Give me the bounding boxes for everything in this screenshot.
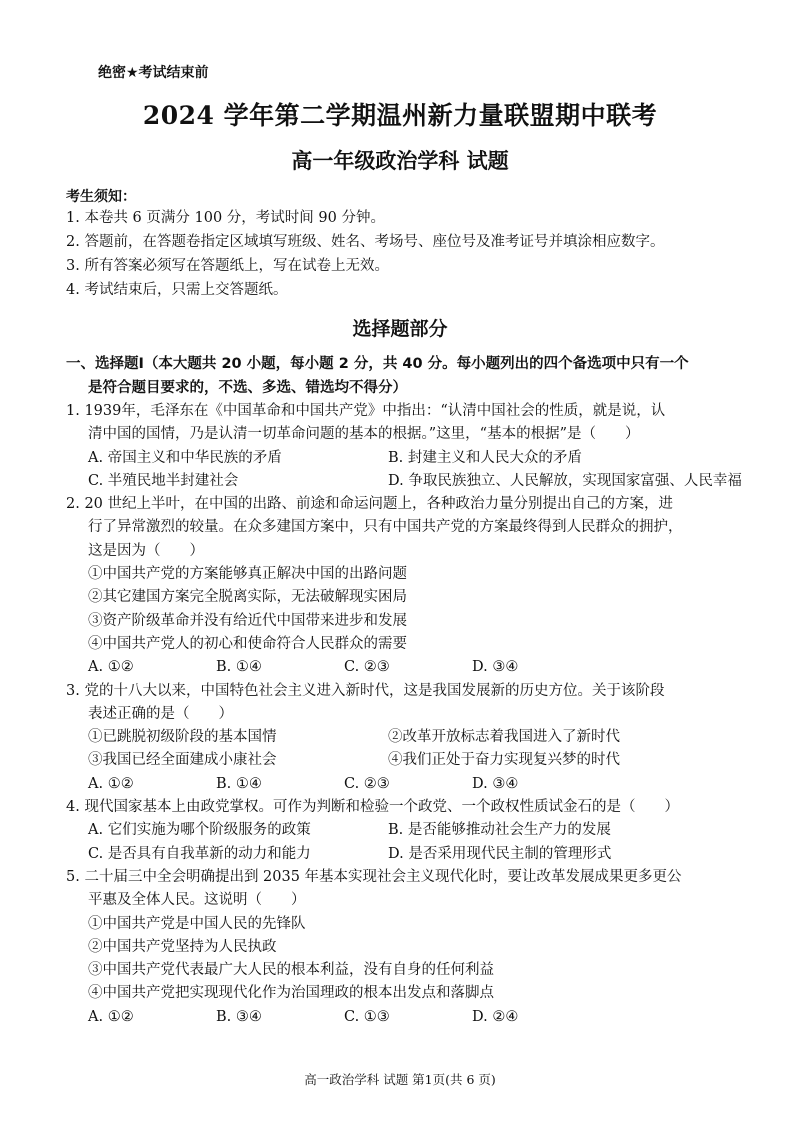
page-title: 2024 学年第二学期温州新力量联盟期中联考: [142, 101, 658, 130]
notice-item: 4. 考试结束后，只需上交答题纸。: [66, 282, 288, 298]
option-d: D. 争取民族独立、人民解放，实现国家富强、人民幸福: [388, 472, 742, 489]
option-row: [66, 773, 766, 796]
option-row: [66, 447, 766, 470]
option-b: B. ①④: [216, 775, 262, 792]
part-instructions: [66, 352, 756, 400]
statement: ③资产阶级革命并没有给近代中国带来进步和发展: [88, 612, 407, 629]
question-stem: 行了异常激烈的较量。在众多建国方案中，只有中国共产党的方案最终得到人民群众的拥护，: [88, 519, 683, 536]
statement: ④我们正处于奋力实现复兴梦的时代: [388, 752, 620, 769]
question-stem: 清中国的国情，乃是认清一切革命问题的基本的根据。”这里，“基本的根据”是（ ）: [88, 426, 640, 443]
option-c: C. ②③: [344, 775, 390, 792]
statement: ④中国共产党人的初心和使命符合人民群众的需要: [88, 635, 407, 652]
option-row: [66, 470, 766, 493]
question-stem: 平惠及全体人民。这说明（ ）: [88, 892, 306, 909]
option-a: A. 它们实施为哪个阶级服务的政策: [88, 822, 311, 839]
option-b: B. 是否能够推动社会生产力的发展: [388, 822, 611, 839]
page-subtitle: 高一年级政治学科 试题: [291, 148, 509, 173]
question-stem: 5. 二十届三中全会明确提出到 2035 年基本实现社会主义现代化时，要让改革发展成果更多更公: [66, 868, 682, 885]
option-d: D. ③④: [472, 659, 519, 676]
statement-row: [66, 749, 766, 772]
statement: ②改革开放标志着我国进入了新时代: [388, 729, 620, 746]
option-d: D. 是否采用现代民主制的管理形式: [388, 845, 612, 862]
option-c: C. 是否具有自我革新的动力和能力: [88, 845, 311, 862]
statement: ③我国已经全面建成小康社会: [88, 752, 277, 769]
option-row: [66, 656, 766, 679]
question-stem: 1. 1939年，毛泽东在《中国革命和中国共产党》中指出：“认清中国社会的性质，就是说，认: [66, 403, 666, 419]
option-b: B. 封建主义和人民大众的矛盾: [388, 449, 582, 466]
option-a: A. 帝国主义和中华民族的矛盾: [88, 449, 282, 466]
notice-title: 考生须知：: [66, 189, 136, 205]
confidential-label: 绝密★考试结束前: [98, 65, 209, 81]
statement: ②中国共产党坚持为人民执政: [88, 938, 277, 955]
notice-item: 3. 所有答案必须写在答题纸上，写在试卷上无效。: [66, 258, 389, 274]
statement: ③中国共产党代表最广大人民的根本利益，没有自身的任何利益: [88, 962, 494, 979]
statement: ①已跳脱初级阶段的基本国情: [88, 729, 277, 746]
question-stem: 2. 20 世纪上半叶，在中国的出路、前途和命运问题上，各种政治力量分别提出自己的方案，进: [66, 496, 673, 513]
option-a: A. ①②: [88, 1008, 134, 1025]
question-list: [66, 400, 766, 1029]
notice-item: 1. 本卷共 6 页满分 100 分，考试时间 90 分钟。: [66, 210, 385, 226]
option-c: C. 半殖民地半封建社会: [88, 472, 239, 489]
option-a: A. ①②: [88, 659, 134, 676]
option-a: A. ①②: [88, 775, 134, 792]
option-row: [66, 819, 766, 842]
option-row: [66, 843, 766, 866]
question-stem: 4. 现代国家基本上由政党掌权。可作为判断和检验一个政党、一个政权性质试金石的是（ ）: [66, 799, 679, 816]
statement: ①中国共产党是中国人民的先锋队: [88, 915, 306, 932]
question-stem: 这是因为（ ）: [88, 542, 204, 559]
statement: ①中国共产党的方案能够真正解决中国的出路问题: [88, 566, 407, 583]
option-c: C. ②③: [344, 659, 390, 676]
question-stem: 3. 党的十八大以来，中国特色社会主义进入新时代，这是我国发展新的历史方位。关于该阶段: [66, 682, 665, 699]
statement: ②其它建国方案完全脱离实际，无法破解现实困局: [88, 589, 407, 606]
notice-list: [66, 206, 664, 302]
page-footer: 高一政治学科 试题 第1页(共 6 页): [304, 1072, 496, 1087]
option-d: D. ②④: [472, 1008, 519, 1025]
section-title: 选择题部分: [352, 318, 448, 340]
option-b: B. ①④: [216, 659, 262, 676]
notice-item: 2. 答题前，在答题卷指定区域填写班级、姓名、考场号、座位号及准考证号并填涂相应数字。: [66, 234, 665, 250]
option-row: [66, 1006, 766, 1029]
statement: ④中国共产党把实现现代化作为治国理政的根本出发点和落脚点: [88, 985, 494, 1002]
option-d: D. ③④: [472, 775, 519, 792]
statement-row: [66, 726, 766, 749]
option-b: B. ③④: [216, 1008, 262, 1025]
question-stem: 表述正确的是（ ）: [88, 705, 233, 722]
part-line: 一、选择题Ⅰ（本大题共 20 小题，每小题 2 分，共 40 分。每小题列出的四个备选项中只有一个: [66, 356, 689, 372]
part-line: 是符合题目要求的，不选、多选、错选均不得分）: [88, 380, 407, 396]
option-c: C. ①③: [344, 1008, 390, 1025]
